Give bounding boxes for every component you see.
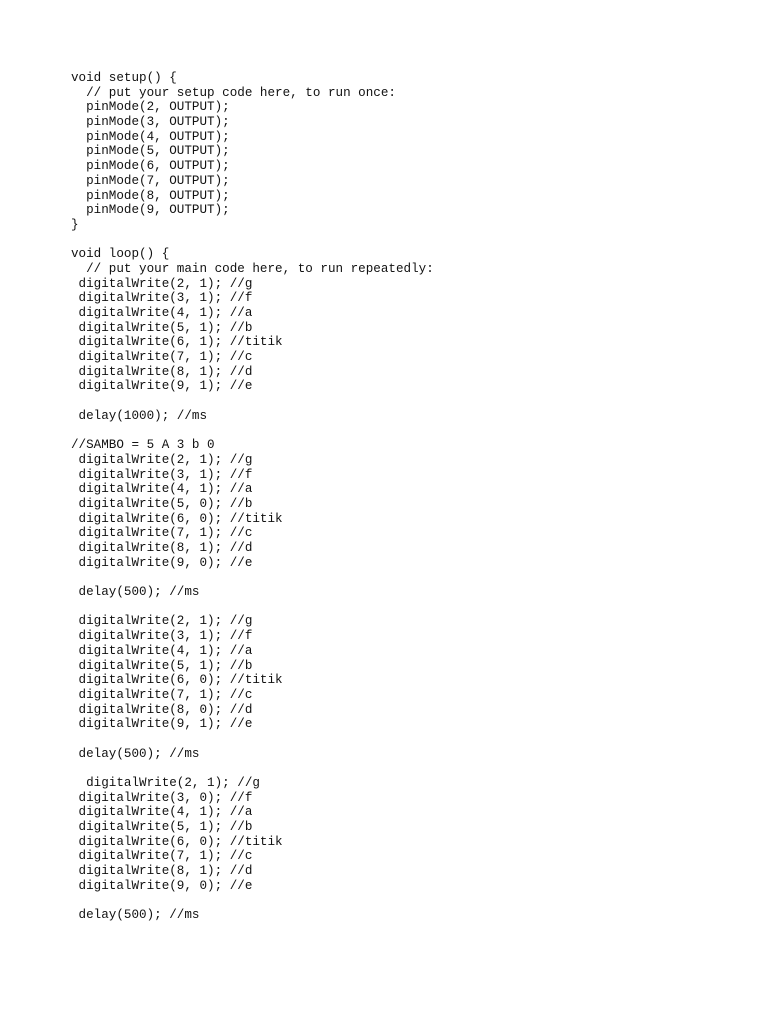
code-line: pinMode(8, OUTPUT); <box>71 188 230 203</box>
code-line: digitalWrite(2, 1); //g <box>71 614 253 629</box>
code-line: digitalWrite(6, 0); //titik <box>71 511 283 526</box>
code-line: digitalWrite(7, 1); //c <box>71 849 253 864</box>
code-line <box>71 600 434 615</box>
code-line: digitalWrite(6, 0); //titik <box>71 834 283 849</box>
code-line: digitalWrite(4, 1); //a <box>71 805 253 820</box>
code-line: digitalWrite(5, 1); //b <box>71 820 253 835</box>
code-line: //SAMBO = 5 A 3 b 0 <box>71 438 215 453</box>
code-line: digitalWrite(2, 1); //g <box>71 776 260 790</box>
code-line: digitalWrite(7, 1); //c <box>71 687 253 702</box>
code-line: pinMode(4, OUTPUT); <box>71 129 230 144</box>
code-listing <box>71 71 434 923</box>
code-line: digitalWrite(8, 0); //d <box>71 702 253 717</box>
code-line <box>71 424 434 439</box>
code-line: digitalWrite(3, 1); //f <box>71 629 253 644</box>
code-line: digitalWrite(8, 1); //d <box>71 364 253 379</box>
code-line: digitalWrite(7, 1); //c <box>71 526 253 541</box>
code-line: digitalWrite(9, 0); //e <box>71 555 253 570</box>
code-line: digitalWrite(4, 1); //a <box>71 643 253 658</box>
code-line: digitalWrite(2, 1); //g <box>71 452 253 467</box>
code-line: digitalWrite(4, 1); //a <box>71 482 253 497</box>
code-line: pinMode(5, OUTPUT); <box>71 144 230 159</box>
code-line <box>71 570 434 585</box>
code-line: digitalWrite(9, 1); //e <box>71 379 253 394</box>
code-line <box>71 894 434 909</box>
code-line: } <box>71 217 79 232</box>
code-line: digitalWrite(4, 1); //a <box>71 306 253 320</box>
code-line: pinMode(9, OUTPUT); <box>71 203 230 218</box>
code-line: digitalWrite(9, 0); //e <box>71 878 253 893</box>
code-line: digitalWrite(9, 1); //e <box>71 717 253 732</box>
code-line: // put your main code here, to run repeatedly: <box>71 261 434 276</box>
code-line: pinMode(3, OUTPUT); <box>71 115 230 130</box>
code-line: digitalWrite(8, 1); //d <box>71 541 253 555</box>
code-line: digitalWrite(8, 1); //d <box>71 864 253 879</box>
code-line: void setup() { <box>71 71 177 85</box>
code-line: delay(1000); //ms <box>71 408 208 423</box>
code-line: digitalWrite(5, 1); //b <box>71 320 253 335</box>
code-line <box>71 732 434 747</box>
code-line: delay(500); //ms <box>71 746 200 761</box>
code-line: digitalWrite(3, 1); //f <box>71 467 253 482</box>
code-line <box>71 233 434 248</box>
code-line: digitalWrite(3, 0); //f <box>71 790 253 805</box>
code-line: digitalWrite(3, 1); //f <box>71 291 253 306</box>
code-line: digitalWrite(6, 0); //titik <box>71 673 283 688</box>
code-line: digitalWrite(7, 1); //c <box>71 350 253 365</box>
code-line: void loop() { <box>71 247 170 262</box>
code-line: delay(500); //ms <box>71 585 200 600</box>
code-line: digitalWrite(6, 1); //titik <box>71 335 283 350</box>
code-line: pinMode(7, OUTPUT); <box>71 173 230 188</box>
code-line <box>71 761 434 776</box>
code-line: pinMode(6, OUTPUT); <box>71 159 230 174</box>
code-line: digitalWrite(2, 1); //g <box>71 276 253 291</box>
code-line <box>71 394 434 409</box>
code-line: delay(500); //ms <box>71 908 200 923</box>
code-line: digitalWrite(5, 0); //b <box>71 496 253 511</box>
code-line: // put your setup code here, to run once: <box>71 85 396 100</box>
code-line: pinMode(2, OUTPUT); <box>71 100 230 115</box>
code-line: digitalWrite(5, 1); //b <box>71 658 253 673</box>
